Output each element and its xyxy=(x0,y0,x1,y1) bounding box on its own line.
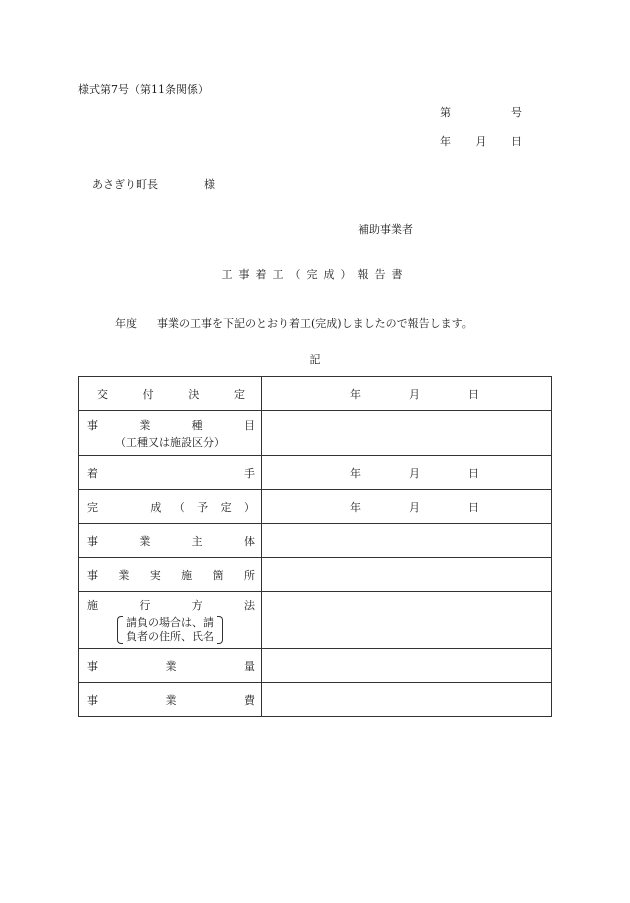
date-year: 年 xyxy=(440,135,451,148)
year-unit: 年 xyxy=(350,387,361,401)
label-char: 事 xyxy=(87,568,98,582)
row-start xyxy=(79,456,552,490)
value-project-location[interactable] xyxy=(262,558,552,592)
label-char: 業 xyxy=(165,659,177,673)
body-paragraph xyxy=(115,315,473,331)
label-char: 業 xyxy=(139,418,151,432)
label-char: 事 xyxy=(87,418,98,432)
addressee-honorific: 様 xyxy=(204,178,215,191)
row-project-entity xyxy=(79,524,552,558)
row-completion xyxy=(79,490,552,524)
label-completion xyxy=(79,490,262,524)
label-char: 定 xyxy=(220,500,232,514)
day-unit: 日 xyxy=(468,466,479,480)
label-char: 手 xyxy=(244,466,255,480)
month-unit: 月 xyxy=(409,500,420,514)
value-project-quantity[interactable] xyxy=(262,649,552,683)
value-construction-method[interactable] xyxy=(262,592,552,649)
label-grant-decision xyxy=(79,377,262,411)
label-char: 着 xyxy=(87,466,98,480)
label-char: 決 xyxy=(188,387,200,401)
label-char: 施 xyxy=(87,598,98,612)
form-number: 様式第7号（第11条関係） xyxy=(78,83,209,96)
label-char: 業 xyxy=(165,693,177,707)
label-char: 事 xyxy=(87,693,98,707)
label-project-cost xyxy=(79,683,262,717)
row-project-cost xyxy=(79,683,552,717)
label-char: 量 xyxy=(244,659,255,673)
label-char: 体 xyxy=(243,534,255,548)
label-start xyxy=(79,456,262,490)
label-char: 完 xyxy=(87,500,98,514)
label-construction-method xyxy=(79,592,262,649)
row-construction-method xyxy=(79,592,552,649)
body-text: 事業の工事を下記のとおり着工(完成)しましたので報告します。 xyxy=(157,317,473,330)
label-char: 行 xyxy=(139,598,151,612)
date-month: 月 xyxy=(475,135,487,148)
value-completion[interactable] xyxy=(262,490,552,524)
ki-heading: 記 xyxy=(309,353,321,366)
fiscal-year-label: 年度 xyxy=(115,317,137,330)
label-char: 定 xyxy=(233,387,245,401)
label-char: 所 xyxy=(243,568,255,582)
label-char: 業 xyxy=(118,568,130,582)
label-char: 業 xyxy=(139,534,151,548)
label-char: 成 xyxy=(150,500,162,514)
label-project-entity xyxy=(79,524,262,558)
date-day: 日 xyxy=(511,135,522,148)
day-unit: 日 xyxy=(468,500,479,514)
label-project-type-sub: （工種又は施設区分） xyxy=(115,435,225,449)
label-char: 費 xyxy=(244,693,255,707)
label-char: 主 xyxy=(191,534,203,548)
month-unit: 月 xyxy=(409,387,420,401)
right-bracket xyxy=(217,616,223,644)
label-char: 箇 xyxy=(212,568,224,582)
value-grant-decision[interactable] xyxy=(262,377,552,411)
year-unit: 年 xyxy=(350,500,361,514)
value-project-cost[interactable] xyxy=(262,683,552,717)
record-table xyxy=(78,376,552,717)
year-unit: 年 xyxy=(350,466,361,480)
label-char: （ xyxy=(173,500,185,514)
addressee xyxy=(92,176,215,192)
contractor-note xyxy=(79,616,261,644)
report-date xyxy=(440,133,522,149)
label-char: 予 xyxy=(197,500,209,514)
label-char: 方 xyxy=(191,598,203,612)
document-number xyxy=(440,104,522,120)
row-project-type xyxy=(79,411,552,456)
label-project-type xyxy=(79,411,262,456)
doc-no-dai: 第 xyxy=(440,106,451,119)
day-unit: 日 xyxy=(468,387,479,401)
row-grant-decision xyxy=(79,377,552,411)
applicant-label: 補助事業者 xyxy=(358,223,413,236)
value-project-entity[interactable] xyxy=(262,524,552,558)
label-char: 事 xyxy=(87,534,98,548)
label-char: 施 xyxy=(181,568,193,582)
row-project-location xyxy=(79,558,552,592)
contractor-note-line2: 負者の住所、氏名 xyxy=(126,629,214,643)
label-char: 法 xyxy=(243,598,255,612)
contractor-note-line1: 請負の場合は、請 xyxy=(126,615,214,629)
label-char: ） xyxy=(243,500,255,514)
row-project-quantity xyxy=(79,649,552,683)
addressee-name: あさぎり町長 xyxy=(92,178,158,191)
label-char: 目 xyxy=(243,418,255,432)
label-project-location xyxy=(79,558,262,592)
label-char: 交 xyxy=(97,387,108,401)
label-char: 付 xyxy=(142,387,154,401)
value-start[interactable] xyxy=(262,456,552,490)
value-project-type[interactable] xyxy=(262,411,552,456)
label-char: 種 xyxy=(191,418,203,432)
label-char: 実 xyxy=(149,568,161,582)
label-char: 事 xyxy=(87,659,98,673)
doc-no-go: 号 xyxy=(511,106,522,119)
month-unit: 月 xyxy=(409,466,420,480)
label-project-quantity xyxy=(79,649,262,683)
document-title: 工事着工（完成）報告書 xyxy=(221,268,409,281)
